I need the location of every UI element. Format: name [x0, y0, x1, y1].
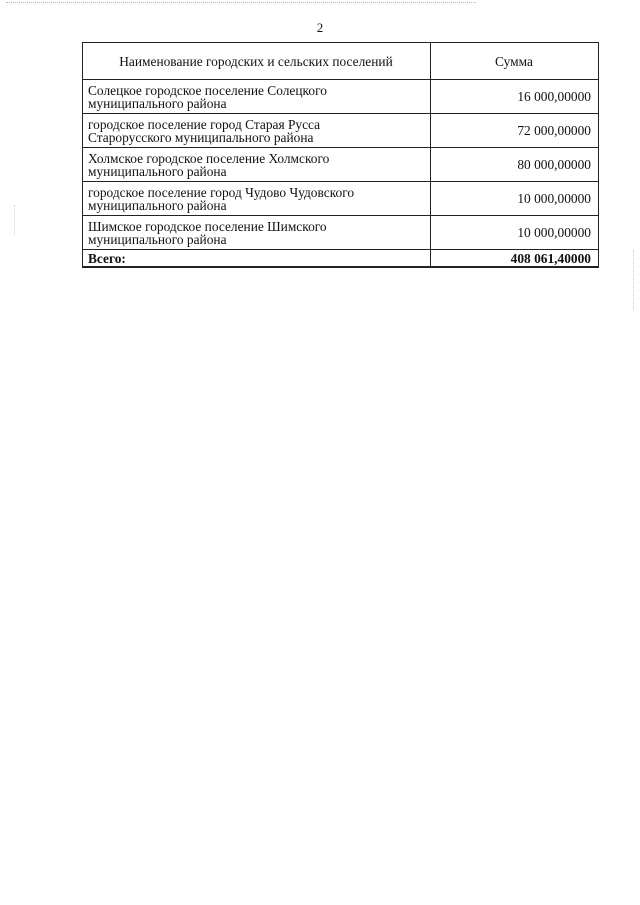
settlement-name-line: Холмское городское поселение Холмского [88, 150, 330, 166]
settlement-name-line: Старорусского муниципального района [88, 129, 314, 145]
table-header-row [83, 43, 599, 80]
settlement-name-line: Шимское городское поселение Шимского [88, 218, 327, 234]
scan-artifact-right [633, 250, 636, 310]
settlement-name-line: муниципального района [88, 231, 227, 247]
sum-cell: 10 000,00000 [431, 182, 599, 216]
settlement-name-cell [83, 80, 431, 114]
settlement-name-line: муниципального района [88, 163, 227, 179]
total-sum: 408 061,40000 [431, 250, 599, 268]
table-row [83, 216, 599, 250]
sum-cell: 10 000,00000 [431, 216, 599, 250]
table-row [83, 114, 599, 148]
scan-artifact-left [14, 205, 17, 235]
sum-cell: 80 000,00000 [431, 148, 599, 182]
settlement-name-cell [83, 148, 431, 182]
sum-cell: 72 000,00000 [431, 114, 599, 148]
header-sum: Сумма [431, 43, 599, 80]
table-row [83, 148, 599, 182]
settlement-name-line: городское поселение город Чудово Чудовского [88, 184, 355, 200]
header-settlement-name: Наименование городских и сельских поселений [83, 43, 431, 80]
table-row [83, 182, 599, 216]
settlement-name-line: муниципального района [88, 197, 227, 213]
settlement-name-line: Солецкое городское поселение Солецкого [88, 82, 327, 98]
settlement-name-line: муниципального района [88, 95, 227, 111]
settlement-name-line: городское поселение город Старая Русса [88, 116, 321, 132]
settlement-name-cell [83, 216, 431, 250]
page-number: 2 [316, 20, 324, 35]
settlements-table [82, 42, 599, 268]
sum-cell: 16 000,00000 [431, 80, 599, 114]
total-row [83, 250, 599, 268]
table-row [83, 80, 599, 114]
settlement-name-cell [83, 114, 431, 148]
total-label: Всего: [83, 250, 431, 268]
scan-artifact-top [6, 2, 476, 6]
settlement-name-cell [83, 182, 431, 216]
